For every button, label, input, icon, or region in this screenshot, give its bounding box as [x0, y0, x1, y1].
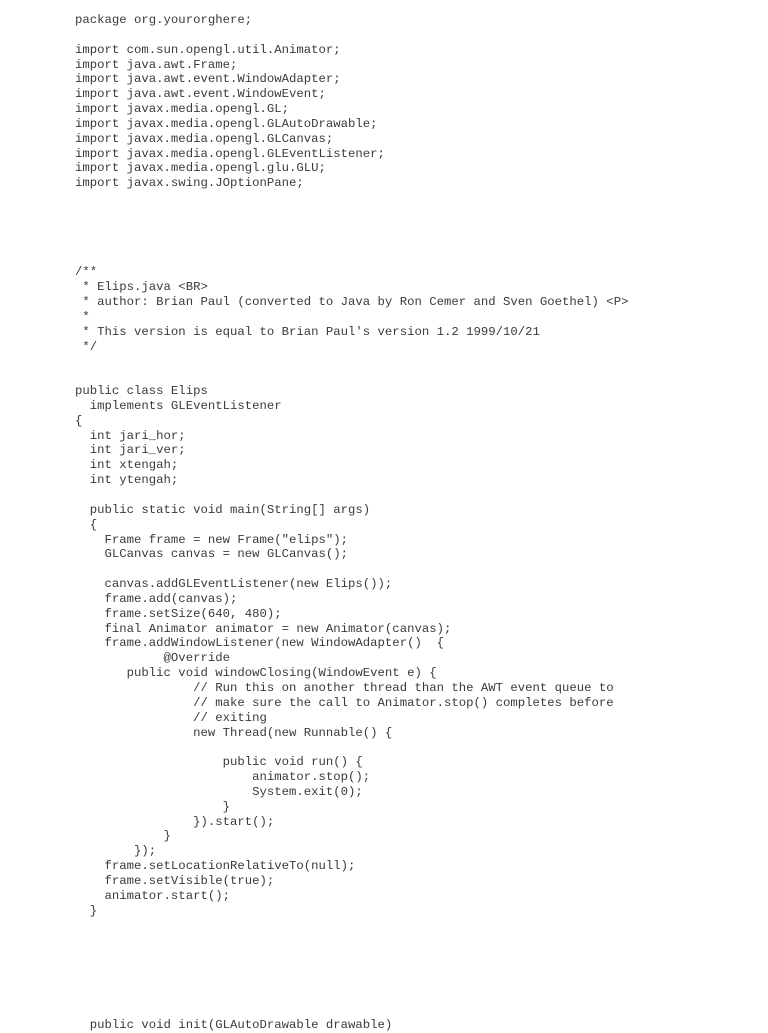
code-line: canvas.addGLEventListener(new Elips());	[75, 577, 393, 592]
code-line: *	[75, 309, 90, 324]
code-line: Frame frame = new Frame("elips");	[75, 532, 349, 547]
code-line: public class Elips	[75, 384, 208, 399]
code-line: final Animator animator = new Animator(canvas);	[75, 621, 452, 636]
code-line	[75, 488, 628, 503]
code-line: package org.yourorghere;	[75, 13, 253, 27]
code-listing	[75, 13, 628, 918]
code-line	[75, 369, 628, 384]
code-line: import java.awt.event.WindowAdapter;	[75, 72, 341, 87]
code-line: implements GLEventListener	[75, 398, 282, 413]
code-line: import javax.media.opengl.GLAutoDrawable;	[75, 116, 378, 131]
code-line: }).start();	[75, 814, 275, 829]
code-line: int ytengah;	[75, 473, 179, 488]
code-line: import javax.media.opengl.glu.GLU;	[75, 161, 326, 176]
code-line: * author: Brian Paul (converted to Java by Ron Cemer and Sven Goethel) <P>	[75, 295, 629, 310]
code-line: import javax.media.opengl.GLCanvas;	[75, 131, 334, 146]
code-line: int xtengah;	[75, 458, 179, 473]
code-line: // make sure the call to Animator.stop() completes before	[75, 695, 614, 710]
code-line: }	[75, 903, 98, 918]
code-line: import com.sun.opengl.util.Animator;	[75, 42, 341, 57]
code-line	[75, 191, 628, 206]
code-line: // exiting	[75, 710, 267, 725]
code-line: System.exit(0);	[75, 784, 363, 799]
code-line: */	[75, 339, 98, 354]
code-line: {	[75, 413, 83, 428]
code-line: frame.add(canvas);	[75, 591, 238, 606]
code-line: // Run this on another thread than the AWT event queue to	[75, 680, 614, 695]
code-line: import java.awt.Frame;	[75, 57, 238, 72]
code-line: import javax.swing.JOptionPane;	[75, 176, 304, 191]
code-line: * Elips.java <BR>	[75, 280, 208, 295]
code-line: frame.setVisible(true);	[75, 873, 275, 888]
code-line	[75, 251, 628, 266]
code-line: new Thread(new Runnable() {	[75, 725, 393, 740]
code-line: }	[75, 829, 171, 844]
code-line	[75, 28, 628, 43]
code-line: import java.awt.event.WindowEvent;	[75, 87, 326, 102]
code-line: animator.stop();	[75, 770, 371, 785]
code-line: int jari_ver;	[75, 443, 186, 458]
code-line: GLCanvas canvas = new GLCanvas();	[75, 547, 349, 562]
code-line	[75, 236, 628, 251]
code-line: public static void main(String[] args)	[75, 502, 371, 517]
code-line	[75, 354, 628, 369]
code-line: public void windowClosing(WindowEvent e) {	[75, 666, 437, 681]
code-line	[75, 221, 628, 236]
code-line: frame.setSize(640, 480);	[75, 606, 282, 621]
code-line	[75, 562, 628, 577]
code-line	[75, 740, 628, 755]
code-line: int jari_hor;	[75, 428, 186, 443]
code-line: public void run() {	[75, 755, 363, 770]
code-line: import javax.media.opengl.GLEventListener;	[75, 146, 385, 161]
code-line: * This version is equal to Brian Paul's version 1.2 1999/10/21	[75, 324, 540, 339]
code-line	[75, 206, 628, 221]
code-line: @Override	[75, 651, 230, 666]
code-line: /**	[75, 265, 98, 280]
code-line: animator.start();	[75, 888, 230, 903]
code-line-cutoff: public void init(GLAutoDrawable drawable)	[75, 1018, 393, 1032]
code-line: }	[75, 799, 230, 814]
code-line: frame.setLocationRelativeTo(null);	[75, 859, 356, 874]
code-line: });	[75, 844, 157, 859]
code-line: import javax.media.opengl.GL;	[75, 102, 290, 117]
code-line: {	[75, 517, 98, 532]
code-line: frame.addWindowListener(new WindowAdapter() {	[75, 636, 444, 651]
